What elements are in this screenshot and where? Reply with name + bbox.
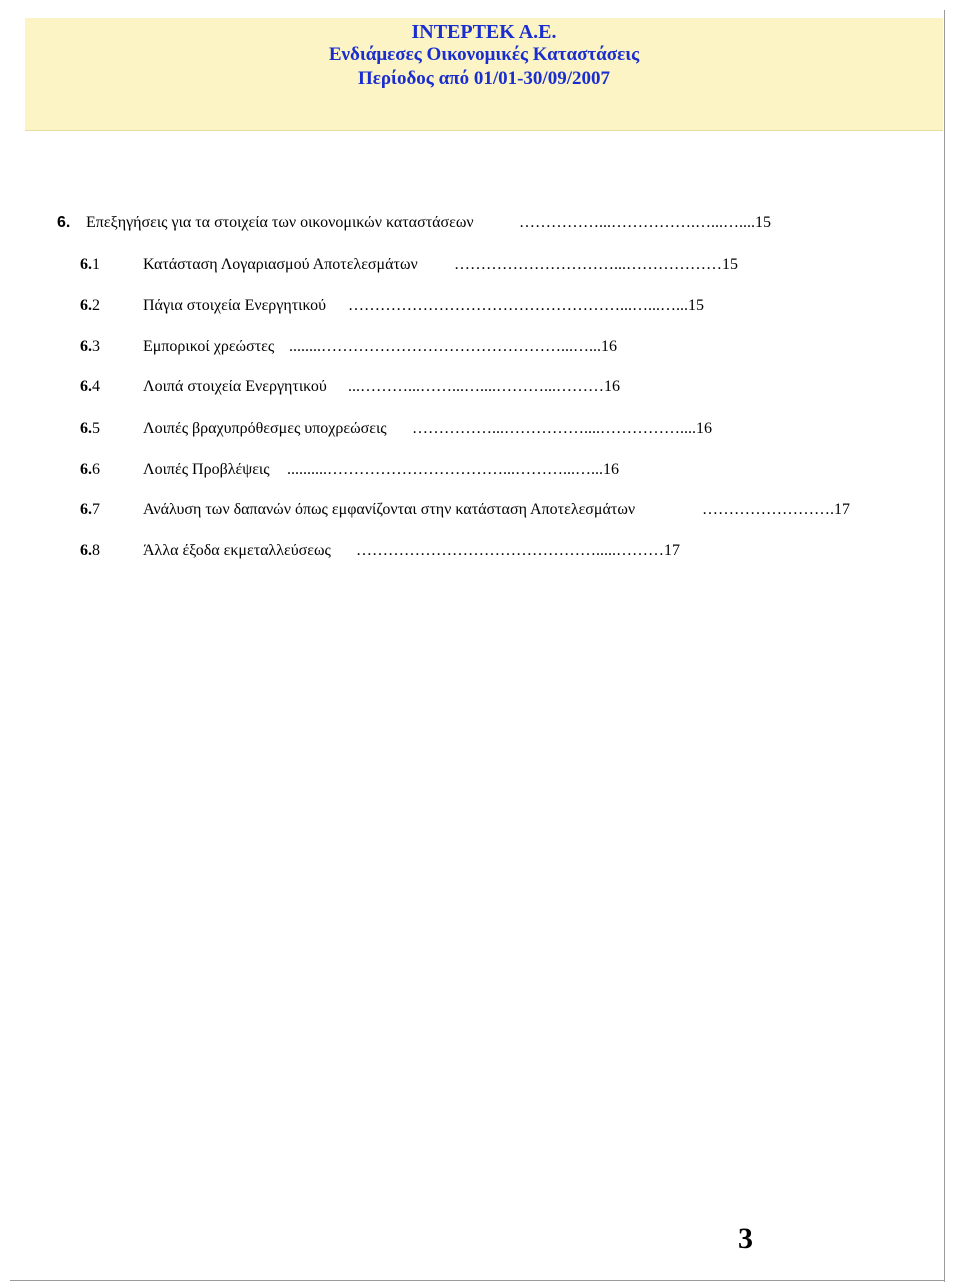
toc-entry-title: Πάγια στοιχεία Ενεργητικού <box>143 297 327 314</box>
toc-entry-page: ……………...……………....……………....16 <box>412 420 712 437</box>
toc-entry-number: 6.7 <box>80 501 100 518</box>
toc-entry-title: Άλλα έξοδα εκμεταλλεύσεως <box>143 542 331 559</box>
toc-entry[interactable] <box>80 376 942 398</box>
toc-entry-number: 6.3 <box>80 338 100 355</box>
toc-entry-page: ...………...……...…....………...………16 <box>348 378 620 395</box>
toc-entry-number: 6.2 <box>80 297 100 314</box>
company-name: INTEPTEK A.E. <box>411 21 557 43</box>
toc-entry-page: ..........……………………………...………...…...16 <box>287 461 619 478</box>
toc-entry-title: Κατάσταση Λογαριασμού Αποτελεσμάτων <box>143 256 418 273</box>
toc-entry-title: Εμπορικοί χρεώστες <box>143 338 275 355</box>
toc-entry[interactable] <box>80 254 942 276</box>
toc-entry[interactable] <box>57 212 942 234</box>
toc-entry-title: Λοιπές Προβλέψεις <box>143 461 270 478</box>
toc-entry-page: …………………………...………………15 <box>454 256 738 273</box>
toc-entry-title: Επεξηγήσεις για τα στοιχεία των οικονομικών καταστάσεων <box>86 214 474 231</box>
toc-entry[interactable] <box>80 459 942 481</box>
toc-entry[interactable] <box>80 499 942 521</box>
document-header <box>25 18 943 131</box>
page-border-bottom <box>10 1280 945 1281</box>
page-number: 3 <box>738 1222 753 1255</box>
page-border-right <box>944 10 945 1282</box>
toc-entry-number: 6.1 <box>80 256 100 273</box>
toc-entry-title: Ανάλυση των δαπανών όπως εμφανίζονται στην κατάσταση Αποτελεσμάτων <box>143 501 636 518</box>
toc-entry[interactable] <box>80 540 942 562</box>
toc-entry-page: ……………...…………….…...…....15 <box>519 214 771 231</box>
toc-entry-page: ……………………………………………...…...…...15 <box>348 297 704 314</box>
toc-entry-number: 6.8 <box>80 542 100 559</box>
toc-entry-number: 6. <box>57 214 71 231</box>
reporting-period: Περίοδος από 01/01-30/09/2007 <box>357 68 610 89</box>
toc-entry[interactable] <box>80 336 942 358</box>
toc-entry-number: 6.4 <box>80 378 100 395</box>
toc-entry-page: …………………….17 <box>702 501 850 518</box>
toc-entry[interactable] <box>80 295 942 317</box>
statements-title: Ενδιάμεσες Οικονομικές Καταστάσεις <box>328 44 640 65</box>
toc-entry[interactable] <box>80 418 942 440</box>
toc-entry-number: 6.5 <box>80 420 100 437</box>
toc-entry-title: Λοιπά στοιχεία Ενεργητικού <box>143 378 327 395</box>
toc-entry-page: ........………………………………………...…...16 <box>289 338 617 355</box>
toc-entry-number: 6.6 <box>80 461 100 478</box>
toc-entry-title: Λοιπές βραχυπρόθεσμες υποχρεώσεις <box>143 420 387 437</box>
toc-entry-page: ……………………………………….....………17 <box>356 542 680 559</box>
